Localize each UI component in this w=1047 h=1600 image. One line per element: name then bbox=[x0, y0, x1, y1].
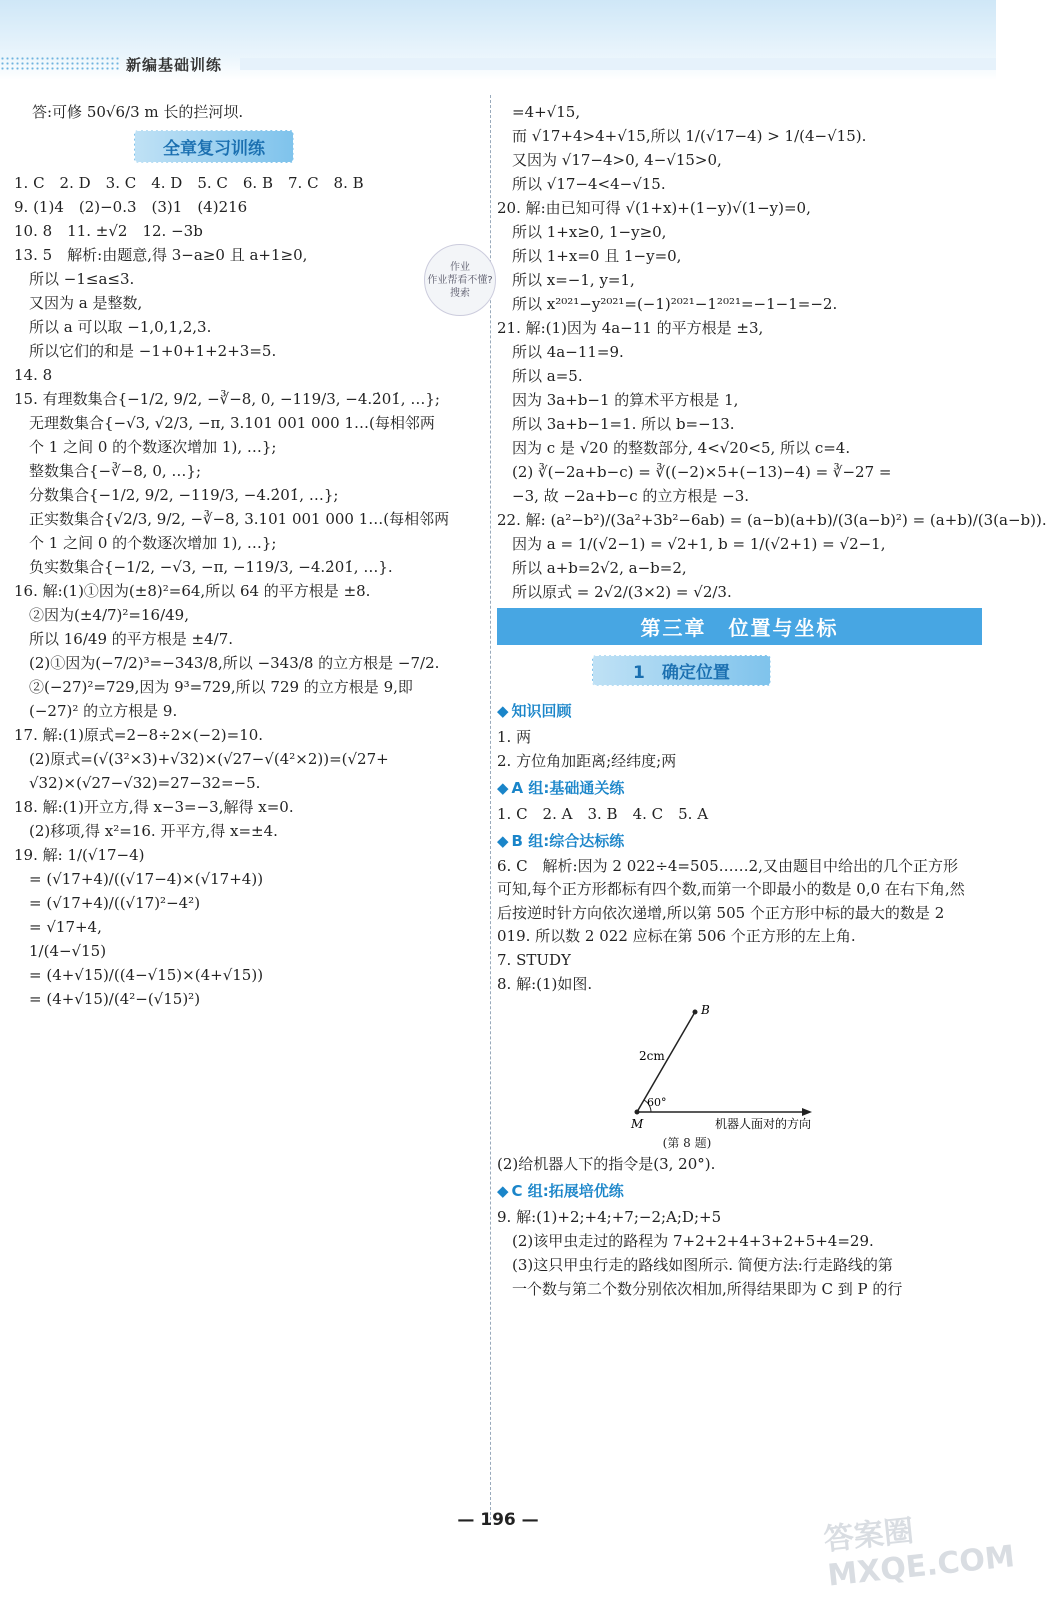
answer-line: 负实数集合{−1/2, −√3, −π, −119/3, −4.2̇01̇, …}. bbox=[14, 558, 393, 576]
answer-line: 18. 解:(1)开立方,得 x−3=−3,解得 x=0. bbox=[14, 798, 294, 816]
answer-line: ②(−27)²=729,因为 9³=729,所以 729 的立方根是 9,即 bbox=[14, 678, 413, 696]
answer-line: 15. 有理数集合{−1/2, 9/2, −∛−8, 0, −119/3, −4.2̇01̇, …}; bbox=[14, 390, 440, 408]
label-direction: 机器人面对的方向 bbox=[715, 1117, 812, 1131]
answer-line: 无理数集合{−√3, √2/3, −π, 3.101 001 000 1…(每相邻两 bbox=[14, 414, 435, 432]
answer-line: 所以 a+b=2√2, a−b=2, bbox=[497, 559, 687, 577]
answer-line: 个 1 之间 0 的个数逐次增加 1), …}; bbox=[14, 438, 277, 456]
page-header bbox=[0, 0, 996, 80]
answer-line: 13. 5 解析:由题意,得 3−a≥0 且 a+1≥0, bbox=[14, 246, 308, 264]
answer-line: 所以 a=5. bbox=[497, 367, 583, 385]
answer-line: = √17+4, bbox=[14, 918, 102, 936]
answer-line: 个 1 之间 0 的个数逐次增加 1), …}; bbox=[14, 534, 277, 552]
header-bar bbox=[240, 58, 996, 70]
stamp-line-1: 作业 bbox=[450, 261, 470, 273]
group-b-lines bbox=[497, 948, 982, 996]
knowledge-lines bbox=[497, 725, 982, 773]
answer-line: (3)这只甲虫行走的路线如图所示. 简便方法:行走路线的第 bbox=[497, 1256, 893, 1274]
answer-line: −3, 故 −2a+b−c 的立方根是 −3. bbox=[497, 487, 750, 505]
answer-line: 所以 √17−4<4−√15. bbox=[497, 175, 666, 193]
right-answer-list bbox=[497, 100, 1047, 604]
homework-stamp bbox=[424, 244, 496, 316]
label-b: B bbox=[701, 1003, 710, 1017]
robot-direction-figure bbox=[617, 1000, 877, 1150]
answer-line: 1/(4−√15) bbox=[14, 942, 107, 960]
answer-line: 2. 方位角加距离;经纬度;两 bbox=[497, 752, 677, 770]
stamp-line-2: 作业帮看不懂? bbox=[427, 274, 493, 286]
answer-line: 所以原式 = 2√2/(3×2) = √2/3. bbox=[497, 583, 732, 601]
answer-line: =4+√15, bbox=[497, 103, 581, 121]
diamond-icon: ◆ bbox=[497, 832, 509, 850]
watermark: 答案圈 MXQE.COM bbox=[822, 1513, 1017, 1594]
answer-line: ②因为(±4/7)²=16/49, bbox=[14, 606, 189, 624]
answer-line: 所以 x=−1, y=1, bbox=[497, 271, 635, 289]
group-a-label: A 组:基础通关练 bbox=[511, 779, 625, 797]
answer-line: 整数集合{−∛−8, 0, …}; bbox=[14, 462, 201, 480]
answer-line: 所以 3a+b−1=1. 所以 b=−13. bbox=[497, 415, 735, 433]
answer-6: 6. C 解析:因为 2 022÷4=505……2,又由题目中给出的几个正方形可知,每个正方形都标有四个数,而第一个即最小的数是 0,0 在右下角,然后按逆时针方向依次递增,所以第 505 个正方形中标的最大的数是 2 019. 所以数 2 022 应标在第 506 个正方形的左上角. bbox=[497, 857, 965, 945]
column-divider bbox=[490, 95, 491, 1525]
label-length: 2cm bbox=[639, 1049, 665, 1063]
figure-caption: (第 8 题) bbox=[662, 1136, 712, 1150]
group-b-label: B 组:综合达标练 bbox=[511, 832, 625, 850]
left-answer-list bbox=[14, 171, 484, 1011]
chapter-title: 第三章 位置与坐标 bbox=[497, 608, 982, 645]
answer-line: 21. 解:(1)因为 4a−11 的平方根是 ±3, bbox=[497, 319, 764, 337]
answer-line: 10. 8 11. ±√2 12. −3b bbox=[14, 222, 203, 240]
answer-line: 20. 解:由已知可得 √(1+x)+(1−y)√(1−y)=0, bbox=[497, 199, 811, 217]
answer-line: (2)该甲虫走过的路程为 7+2+2+4+3+2+5+4=29. bbox=[497, 1232, 874, 1250]
answer-line: = (√17+4)/((√17)²−4²) bbox=[14, 894, 201, 912]
arrow-head-icon bbox=[802, 1108, 812, 1116]
answer-line: 所以 a 可以取 −1,0,1,2,3. bbox=[14, 318, 212, 336]
group-c bbox=[497, 1180, 982, 1201]
answer-line: 一个数与第二个数分别依次相加,所得结果即为 C 到 P 的行 bbox=[497, 1280, 903, 1298]
answer-line: 因为 a = 1/(√2−1) = √2+1, b = 1/(√2+1) = √2−1, bbox=[497, 535, 886, 553]
answer-line: 1. 两 bbox=[497, 728, 532, 746]
answer-line: 而 √17+4>4+√15,所以 1/(√17−4) > 1/(4−√15). bbox=[497, 127, 867, 145]
answer-line: 所以 1+x=0 且 1−y=0, bbox=[497, 247, 682, 265]
answer-line: 所以它们的和是 −1+0+1+2+3=5. bbox=[14, 342, 277, 360]
answer-top: 答:可修 50√6/3 m 长的拦河坝. bbox=[32, 103, 244, 121]
point-m bbox=[635, 1110, 640, 1115]
answer-8-2: (2)给机器人下的指令是(3, 20°). bbox=[497, 1155, 716, 1173]
answer-line: 9. 解:(1)+2;+4;+7;−2;A;D;+5 bbox=[497, 1208, 722, 1226]
book-title: 新编基础训练 bbox=[126, 56, 223, 74]
answer-line: 又因为 √17−4>0, 4−√15>0, bbox=[497, 151, 722, 169]
answer-line: 所以 1+x≥0, 1−y≥0, bbox=[497, 223, 667, 241]
answer-line: 又因为 a 是整数, bbox=[14, 294, 143, 312]
group-knowledge-label: 知识回顾 bbox=[511, 702, 572, 720]
answer-line: 分数集合{−1/2, 9/2, −119/3, −4.2̇01̇, …}; bbox=[14, 486, 339, 504]
answer-line: = (√17+4)/((√17−4)×(√17+4)) bbox=[14, 870, 264, 888]
diamond-icon: ◆ bbox=[497, 779, 509, 797]
answer-line: 9. (1)4 (2)−0.3 (3)1 (4)216 bbox=[14, 198, 248, 216]
group-b bbox=[497, 830, 982, 851]
answer-line: (2) ∛(−2a+b−c) = ∛((−2)×5+(−13)−4) = ∛−27 = bbox=[497, 463, 892, 481]
answer-line: 所以 16/49 的平方根是 ±4/7. bbox=[14, 630, 234, 648]
answer-line: (2)移项,得 x²=16. 开平方,得 x=±4. bbox=[14, 822, 278, 840]
header-dots bbox=[0, 56, 120, 70]
answer-line: √32)×(√27−√32)=27−32=−5. bbox=[14, 774, 261, 792]
group-a-lines bbox=[497, 802, 982, 826]
group-c-label: C 组:拓展培优练 bbox=[511, 1182, 624, 1200]
answer-line: 19. 解: 1/(√17−4) bbox=[14, 846, 145, 864]
answer-line: 1. C 2. D 3. C 4. D 5. C 6. B 7. C 8. B bbox=[14, 174, 364, 192]
figure-svg bbox=[617, 1000, 877, 1130]
section-title: 全章复习训练 bbox=[134, 130, 294, 163]
answer-line: (2)①因为(−7/2)³=−343/8,所以 −343/8 的立方根是 −7/2. bbox=[14, 654, 440, 672]
answer-line: 正实数集合{√2/3, 9/2, −∛−8, 3.101 001 000 1…(每相邻两 bbox=[14, 510, 450, 528]
diamond-icon: ◆ bbox=[497, 702, 509, 720]
point-b bbox=[693, 1010, 698, 1015]
answer-line: 所以 4a−11=9. bbox=[497, 343, 624, 361]
answer-line: = (4+√15)/(4²−(√15)²) bbox=[14, 990, 201, 1008]
answer-line: 8. 解:(1)如图. bbox=[497, 975, 593, 993]
right-column bbox=[497, 100, 1047, 1301]
group-knowledge bbox=[497, 700, 982, 721]
group-a bbox=[497, 777, 982, 798]
answer-line: 所以 −1≤a≤3. bbox=[14, 270, 135, 288]
answer-line: 1. C 2. A 3. B 4. C 5. A bbox=[497, 805, 709, 823]
group-c-lines bbox=[497, 1205, 982, 1301]
answer-line: (−27)² 的立方根是 9. bbox=[14, 702, 178, 720]
page-number: — 196 — bbox=[457, 1510, 539, 1530]
diamond-icon: ◆ bbox=[497, 1182, 509, 1200]
left-column bbox=[14, 100, 484, 1011]
answer-line: 22. 解: (a²−b²)/(3a²+3b²−6ab) = (a−b)(a+b)/(3(a−b)²) = (a+b)/(3(a−b)). bbox=[497, 511, 1047, 529]
answer-line: 17. 解:(1)原式=2−8÷2×(−2)=10. bbox=[14, 726, 264, 744]
answer-line: (2)原式=(√(3²×3)+√32)×(√27−√(4²×2))=(√27+ bbox=[14, 750, 389, 768]
label-m: M bbox=[631, 1117, 644, 1131]
lesson-title: 1 确定位置 bbox=[592, 655, 771, 686]
answer-line: 所以 x²⁰²¹−y²⁰²¹=(−1)²⁰²¹−1²⁰²¹=−1−1=−2. bbox=[497, 295, 838, 313]
answer-line: 因为 3a+b−1 的算术平方根是 1, bbox=[497, 391, 739, 409]
answer-line: 7. STUDY bbox=[497, 951, 571, 969]
answer-line: 16. 解:(1)①因为(±8)²=64,所以 64 的平方根是 ±8. bbox=[14, 582, 371, 600]
answer-line: = (4+√15)/((4−√15)×(4+√15)) bbox=[14, 966, 264, 984]
label-angle: 60° bbox=[647, 1096, 667, 1109]
stamp-line-3: 搜索 bbox=[450, 287, 470, 299]
answer-line: 14. 8 bbox=[14, 366, 53, 384]
answer-line: 因为 c 是 √20 的整数部分, 4<√20<5, 所以 c=4. bbox=[497, 439, 851, 457]
